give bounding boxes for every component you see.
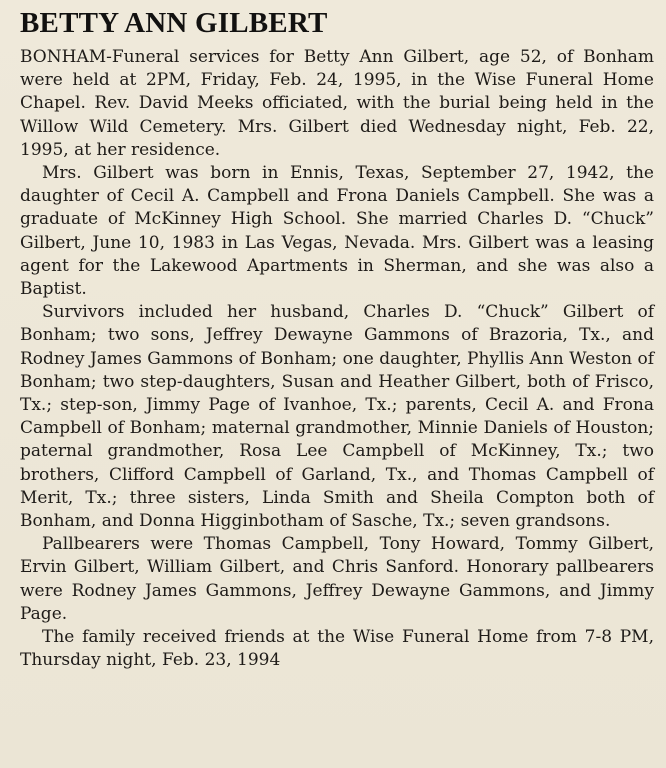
paragraph-pallbearers: Pallbearers were Thomas Campbell, Tony Howard, Tommy Gilbert, Ervin Gilbert, William Gilbert, and Chris Sanford. Honorary pallbearers were Rodney James Gammons, Jeffrey Dewayne Gammons, and Jimmy Page.: [20, 534, 654, 624]
obituary-headline: BETTY ANN GILBERT: [20, 7, 328, 39]
paragraph-visitation: The family received friends at the Wise Funeral Home from 7-8 PM, Thursday night, Feb. 23, 1994: [20, 627, 654, 671]
paragraph-biography: Mrs. Gilbert was born in Ennis, Texas, September 27, 1942, the daughter of Cecil A. Campbell and Frona Daniels Campbell. She was a graduate of McKinney High School. She married Charles D. “Chuck” Gilbert, June 10, 1983 in Las Vegas, Nevada. Mrs. Gilbert was a leasing agent for the Lakewood Apartments in Sherman, and she was also a Baptist.: [20, 163, 654, 300]
paragraph-survivors: Survivors included her husband, Charles D. “Chuck” Gilbert of Bonham; two sons, Jeffrey Dewayne Gammons of Brazoria, Tx., and Rodney James Gammons of Bonham; one daughter, Phyllis Ann Weston of Bonham; two step-daughters, Susan and Heather Gilbert, both of Frisco, Tx.; step-son, Jimmy Page of Ivanhoe, Tx.; parents, Cecil A. and Frona Campbell of Bonham; maternal grandmother, Minnie Daniels of Houston; paternal grandmother, Rosa Lee Campbell of McKinney, Tx.; two brothers, Clifford Campbell of Garland, Tx., and Thomas Campbell of Merit, Tx.; three sisters, Linda Smith and Sheila Compton both of Bonham, and Donna Higginbotham of Sasche, Tx.; seven grandsons.: [20, 302, 654, 532]
obituary-body: [20, 46, 654, 672]
paragraph-funeral-services: BONHAM-Funeral services for Betty Ann Gilbert, age 52, of Bonham were held at 2PM, Friday, Feb. 24, 1995, in the Wise Funeral Home Chapel. Rev. David Meeks officiated, with the burial being held in the Willow Wild Cemetery. Mrs. Gilbert died Wednesday night, Feb. 22, 1995, at her residence.: [20, 47, 654, 160]
